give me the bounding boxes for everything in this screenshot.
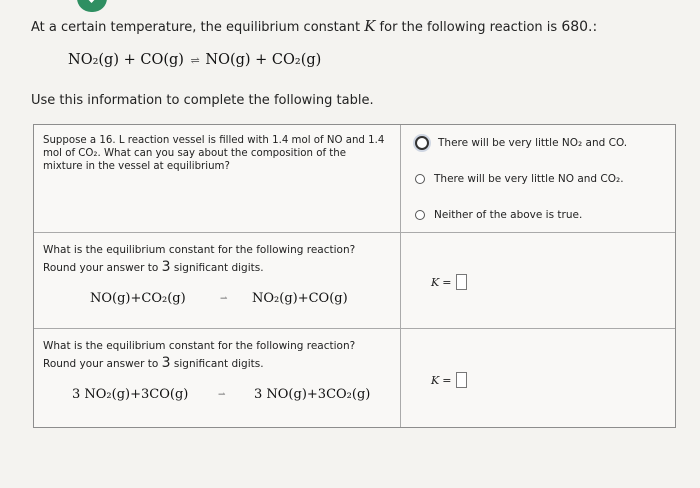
option-label: There will be very little NO and CO₂. (434, 173, 624, 185)
equals-sign: = (442, 275, 452, 289)
option-label: Neither of the above is true. (434, 209, 583, 221)
k-answer-input[interactable] (456, 372, 467, 388)
equals-sign: = (442, 373, 452, 387)
reaction-left: 3 NO₂(g)+3CO(g) (72, 387, 189, 402)
question-line: What is the equilibrium constant for the following reaction? (43, 340, 356, 352)
sig-digits: 3 (161, 355, 171, 371)
question-table (33, 124, 676, 428)
reaction-left: NO₂(g) + CO(g) (68, 52, 184, 68)
k-value: 680.: (561, 19, 598, 35)
question-reverse-k (43, 242, 355, 277)
k-label: K (431, 275, 440, 289)
expand-chevron-icon[interactable] (77, 0, 107, 12)
k-answer-tripled (431, 372, 467, 388)
instruction-text: Use this information to complete the following table. (31, 93, 374, 108)
option-little-no2-co[interactable] (415, 136, 627, 150)
row-divider (34, 328, 675, 329)
option-little-no-co2[interactable] (415, 173, 624, 185)
reaction-right: 3 NO(g)+3CO₂(g) (254, 387, 371, 402)
radio-icon[interactable] (415, 174, 425, 184)
equilibrium-arrow-icon: ⇀ (220, 294, 228, 304)
k-symbol: K (364, 17, 376, 35)
radio-icon[interactable] (415, 210, 425, 220)
k-label: K (431, 373, 440, 387)
equilibrium-arrow-icon: ⇌ (190, 54, 199, 67)
option-label: There will be very little NO₂ and CO. (438, 137, 628, 149)
k-answer-reverse (431, 274, 467, 290)
k-answer-input[interactable] (456, 274, 467, 290)
radio-selected-icon[interactable] (415, 136, 429, 150)
question-line: Round your answer to 3 significant digits. (43, 355, 264, 371)
intro-text-after: for the following reaction is (375, 20, 562, 35)
sig-digits: 3 (161, 259, 171, 275)
reaction-tripled (72, 387, 371, 402)
reaction-right: NO(g) + CO₂(g) (205, 52, 322, 68)
question-line: What is the equilibrium constant for the following reaction? (43, 244, 356, 256)
question-tripled-k (43, 338, 355, 373)
question-composition: Suppose a 16. L reaction vessel is filled with 1.4 mol of NO and 1.4 mol of CO₂. What can you say about the composition of the mixture in the vessel at equilibrium? (43, 135, 385, 172)
reaction-left: NO(g)+CO₂(g) (90, 291, 186, 306)
intro-text: At a certain temperature, the equilibrium constant (31, 20, 365, 35)
reaction-right: NO₂(g)+CO(g) (252, 291, 348, 306)
reaction-reverse (90, 291, 348, 306)
reaction-equation (68, 52, 321, 68)
problem-intro (31, 17, 597, 35)
column-divider (400, 125, 401, 427)
question-line: Round your answer to 3 significant digits. (43, 259, 264, 275)
row-divider (34, 232, 675, 233)
option-neither[interactable] (415, 209, 582, 221)
equilibrium-arrow-icon: ⇀ (218, 390, 226, 400)
